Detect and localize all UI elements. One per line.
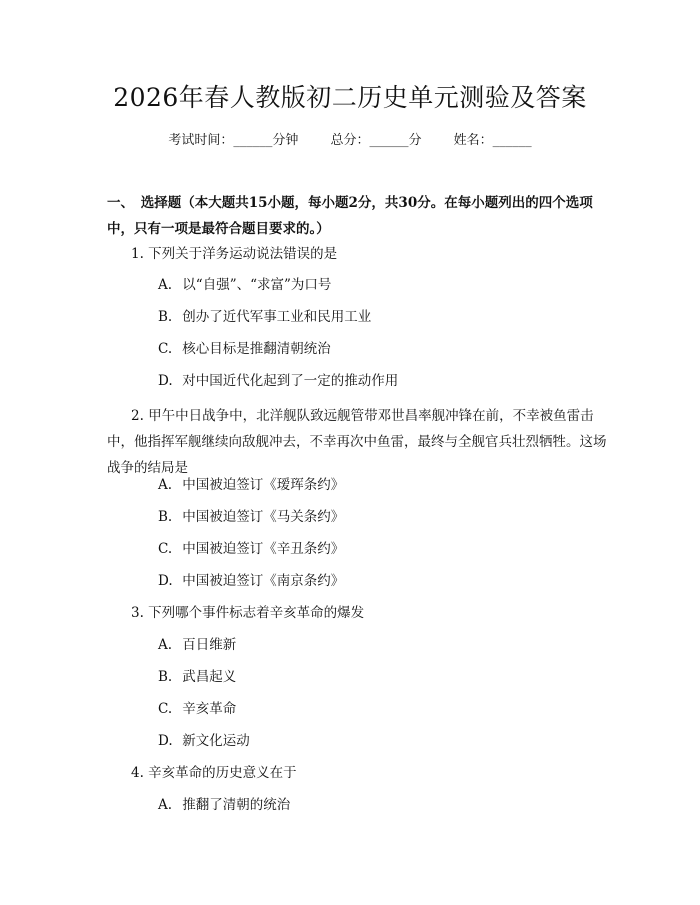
option-text: 中国被迫签订《南京条约》 [182, 573, 345, 589]
option-text: 创办了近代军事工业和民用工业 [182, 309, 372, 325]
option-letter: C. [158, 541, 173, 557]
option-text: 百日维新 [182, 637, 237, 653]
option-text: 推翻了清朝的统治 [182, 797, 291, 813]
question-1-option-c [158, 336, 578, 362]
question-2-option-c [158, 536, 578, 562]
question-1-option-d [158, 368, 578, 394]
option-text: 对中国近代化起到了一定的推动作用 [182, 373, 399, 389]
question-1-option-a [158, 272, 578, 298]
question-2-option-b [158, 504, 578, 530]
exam-info-line [0, 130, 700, 152]
option-letter: D. [158, 373, 173, 389]
option-text: 中国被迫签订《辛丑条约》 [182, 541, 345, 557]
option-text: 核心目标是推翻清朝统治 [182, 341, 331, 357]
question-2-stem: 2. 甲午中日战争中，北洋舰队致远舰管带邓世昌率舰冲锋在前，不幸被鱼雷击中，他指挥军舰继续向敌舰冲去，不幸再次中鱼雷，最终与全舰官兵壮烈牺牲。这场战争的结局是 [107, 408, 607, 476]
option-letter: A. [158, 637, 173, 653]
question-2-option-a [158, 472, 578, 498]
exam-time-field: 考试时间：______分钟 [168, 133, 299, 148]
option-letter: B. [158, 309, 173, 325]
question-1-stem: 1. 下列关于洋务运动说法错误的是 [131, 246, 338, 262]
question-4-option-a [158, 792, 578, 818]
option-text: 武昌起义 [182, 669, 237, 685]
option-letter: D. [158, 733, 173, 749]
option-letter: C. [158, 341, 173, 357]
option-letter: A. [158, 797, 173, 813]
page-title: 2026年春人教版初二历史单元测验及答案 [113, 83, 587, 112]
option-text: 新文化运动 [182, 733, 250, 749]
option-letter: B. [158, 509, 173, 525]
question-3-option-c [158, 696, 578, 722]
option-text: 中国被迫签订《马关条约》 [182, 509, 345, 525]
question-3-stem: 3. 下列哪个事件标志着辛亥革命的爆发 [131, 605, 365, 621]
question-1-option-b [158, 304, 578, 330]
option-letter: C. [158, 701, 173, 717]
option-letter: A. [158, 277, 173, 293]
question-2-option-d [158, 568, 578, 594]
question-3-option-d [158, 728, 578, 754]
option-text: 以“自强”、“求富”为口号 [182, 277, 332, 293]
section-heading: 一、 选择题（本大题共15小题，每小题2分，共30分。在每小题列出的四个选项中，只有一项是最符合题目要求的。） [107, 195, 593, 237]
option-text: 中国被迫签订《瑷珲条约》 [182, 477, 345, 493]
option-letter: D. [158, 573, 173, 589]
option-letter: B. [158, 669, 173, 685]
option-letter: A. [158, 477, 173, 493]
question-3-option-b [158, 664, 578, 690]
question-3-option-a [158, 632, 578, 658]
option-text: 辛亥革命 [182, 701, 237, 717]
total-score-field: 总分：______分 [330, 133, 422, 148]
question-4-stem: 4. 辛亥革命的历史意义在于 [131, 765, 297, 781]
student-name-field: 姓名：______ [453, 133, 532, 148]
